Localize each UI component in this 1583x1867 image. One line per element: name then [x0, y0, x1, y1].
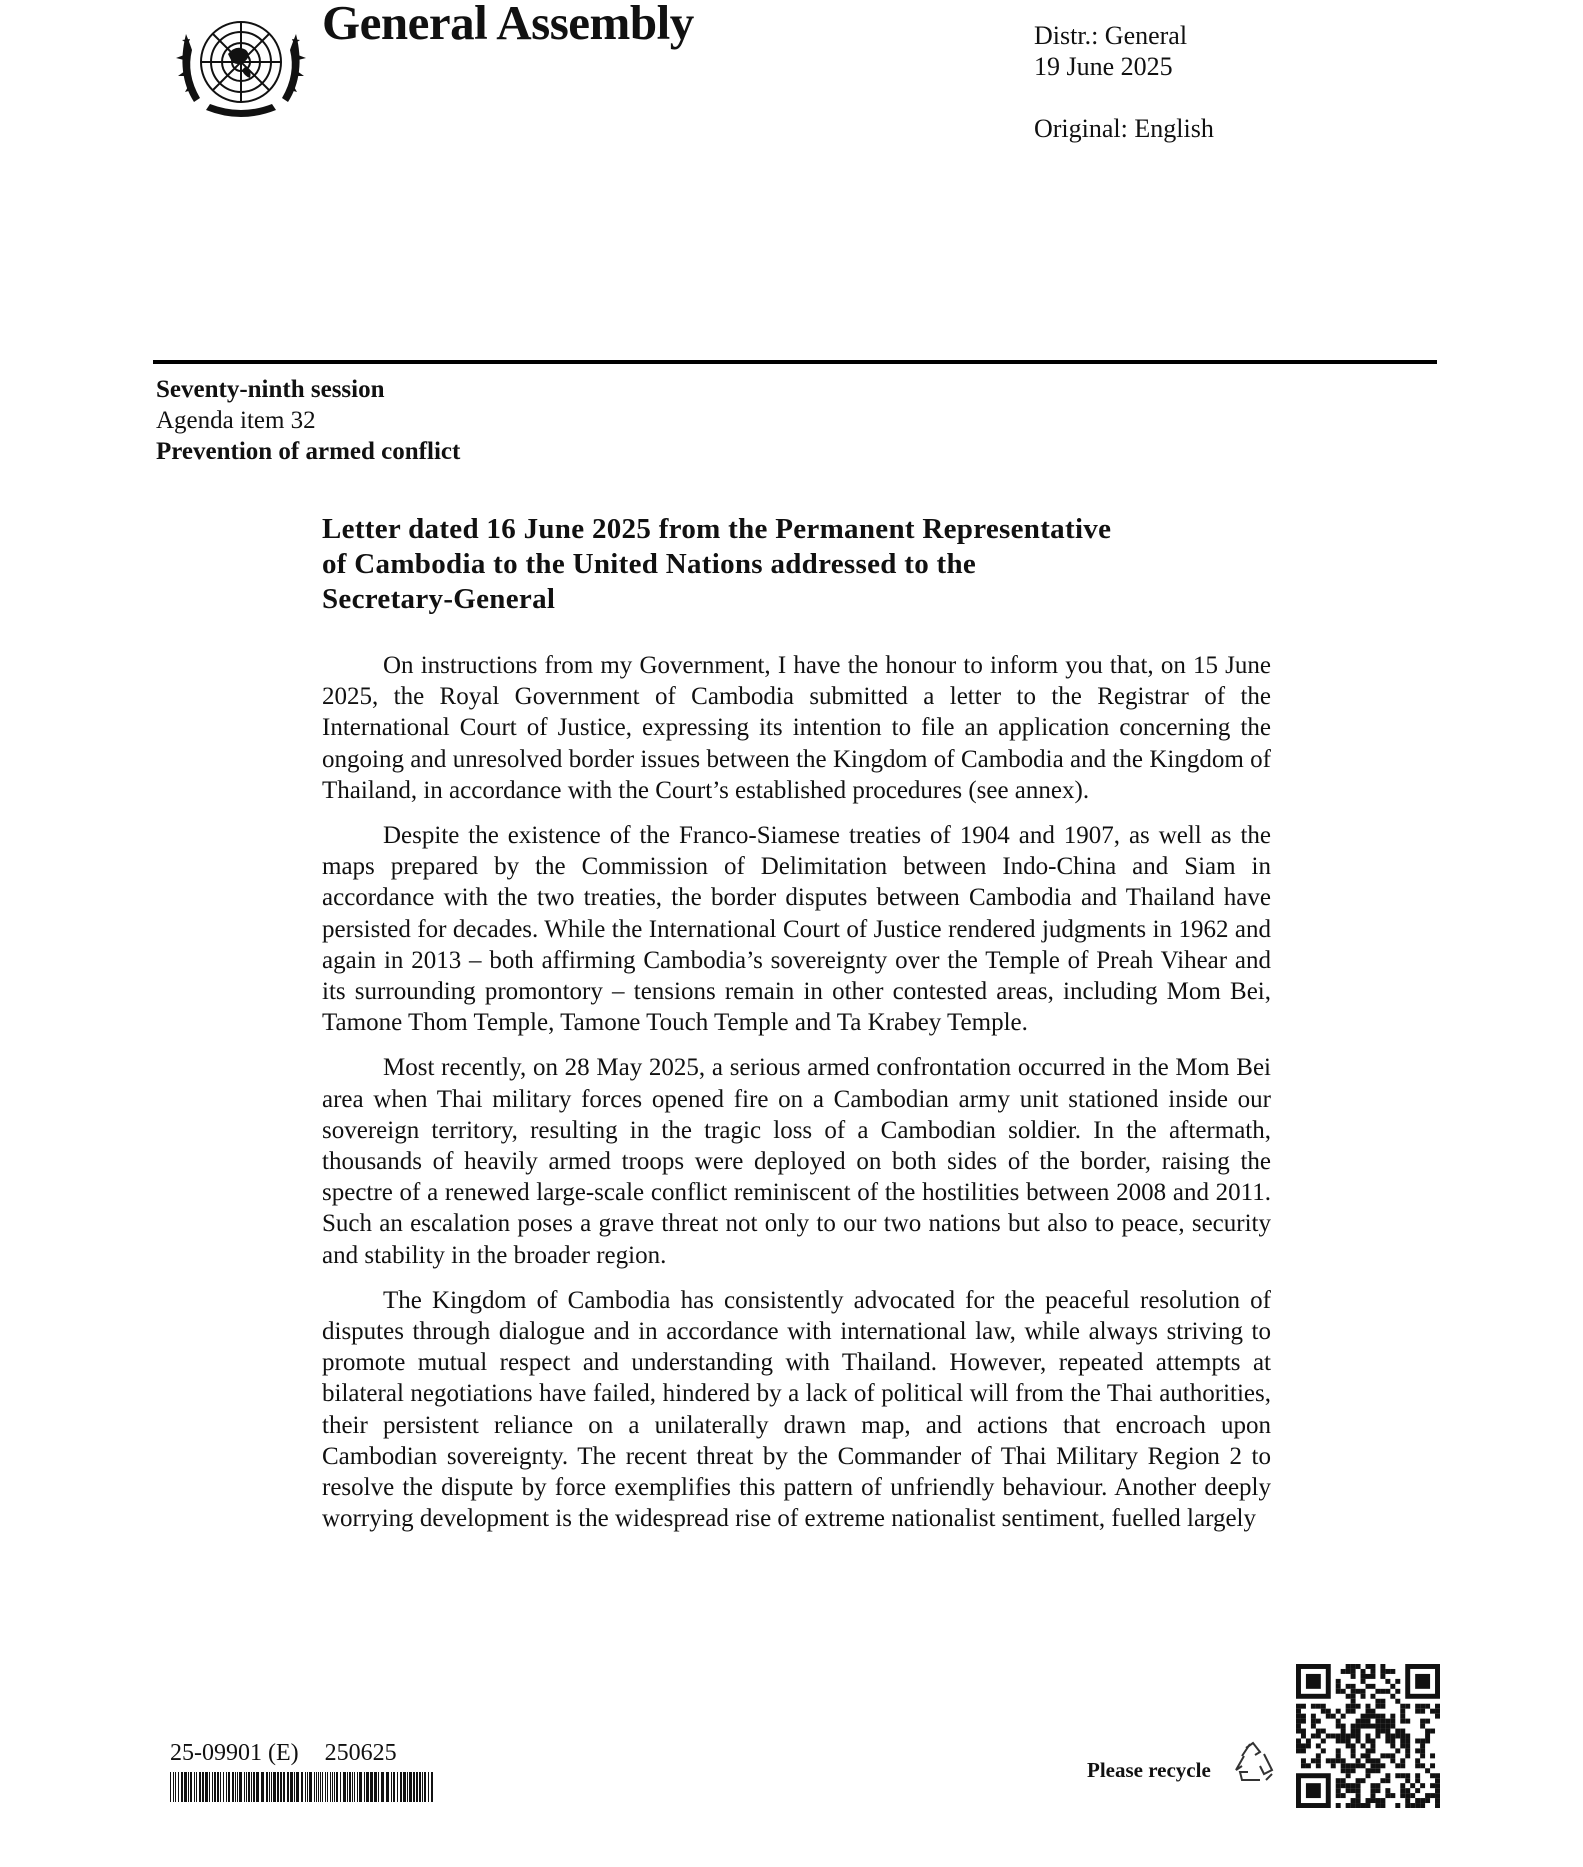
header-rule — [153, 360, 1437, 364]
distribution-block — [1034, 20, 1187, 82]
qr-code-icon — [1296, 1664, 1440, 1808]
barcode-icon — [170, 1772, 434, 1802]
document-title — [322, 512, 1262, 617]
job-number: 25-09901 (E) — [170, 1740, 299, 1766]
document-title-line: Letter dated 16 June 2025 from the Permanent Representative — [322, 513, 1112, 545]
agenda-item: Agenda item 32 — [156, 407, 316, 434]
document-title-line: of Cambodia to the United Nations addressed to the — [322, 548, 977, 580]
paragraph: Despite the existence of the Franco-Siamese treaties of 1904 and 1907, as well as the maps prepared by the Commission of Delimitation between Indo-China and Siam in accordance with the two treaties, the border disputes between Cambodia and Thailand have persisted for decades. While the International Court of Justice rendered judgments in 1962 and again in 2013 – both affirming Cambodia’s sovereignty over the Temple of Preah Vihear and its surrounding promontory – tensions remain in other contested areas, including Mom Bei, Tamone Thom Temple, Tamone Touch Temple and Ta Krabey Temple. — [322, 822, 1271, 1037]
session-block — [156, 374, 460, 467]
distribution-label: Distr.: General — [1034, 21, 1188, 50]
original-language: Original: English — [1034, 114, 1214, 143]
un-emblem-icon — [166, 4, 316, 128]
job-date: 250625 — [324, 1740, 397, 1766]
paragraph: Most recently, on 28 May 2025, a serious armed confrontation occurred in the Mom Bei area when Thai military forces opened fire on a Cambodian army unit stationed inside our sovereign territory, resulting in the tragic loss of a Cambodian soldier. In the aftermath, thousands of heavily armed troops were deployed on both sides of the border, raising the spectre of a renewed large-scale conflict reminiscent of the hostilities between 2008 and 2011. Such an escalation poses a grave threat not only to our two nations but also to peace, security and stability in the broader region. — [322, 1054, 1271, 1269]
agenda-title: Prevention of armed conflict — [156, 438, 461, 465]
organ-title: General Assembly — [322, 0, 694, 50]
document-title-line: Secretary-General — [322, 583, 556, 615]
paragraph: On instructions from my Government, I have the honour to inform you that, on 15 June 2025, the Royal Government of Cambodia submitted a letter to the Registrar of the International Court of Justice, expressing its intention to file an application concerning the ongoing and unresolved border issues between the Kingdom of Cambodia and the Kingdom of Thailand, in accordance with the Court’s established procedures (see annex). — [322, 652, 1271, 804]
recycle-text: Please recycle — [1087, 1758, 1211, 1782]
job-number-block — [170, 1740, 423, 1767]
document-date: 19 June 2025 — [1034, 52, 1173, 81]
paragraph: The Kingdom of Cambodia has consistently advocated for the peaceful resolution of disputes through dialogue and in accordance with international law, while always striving to promote mutual respect and understanding with Thailand. However, repeated attempts at bilateral negotiations have failed, hindered by a lack of political will from the Thai authorities, their persistent reliance on a unilaterally drawn map, and actions that encroach upon Cambodian sovereignty. The recent threat by the Commander of Thai Military Region 2 to resolve the dispute by force exemplifies this pattern of unfriendly behaviour. Another deeply worrying development is the widespread rise of extreme nationalist sentiment, fuelled largely — [322, 1286, 1271, 1533]
recycle-icon — [1230, 1740, 1276, 1786]
session-name: Seventy-ninth session — [156, 376, 385, 403]
letter-body — [322, 650, 1271, 1548]
